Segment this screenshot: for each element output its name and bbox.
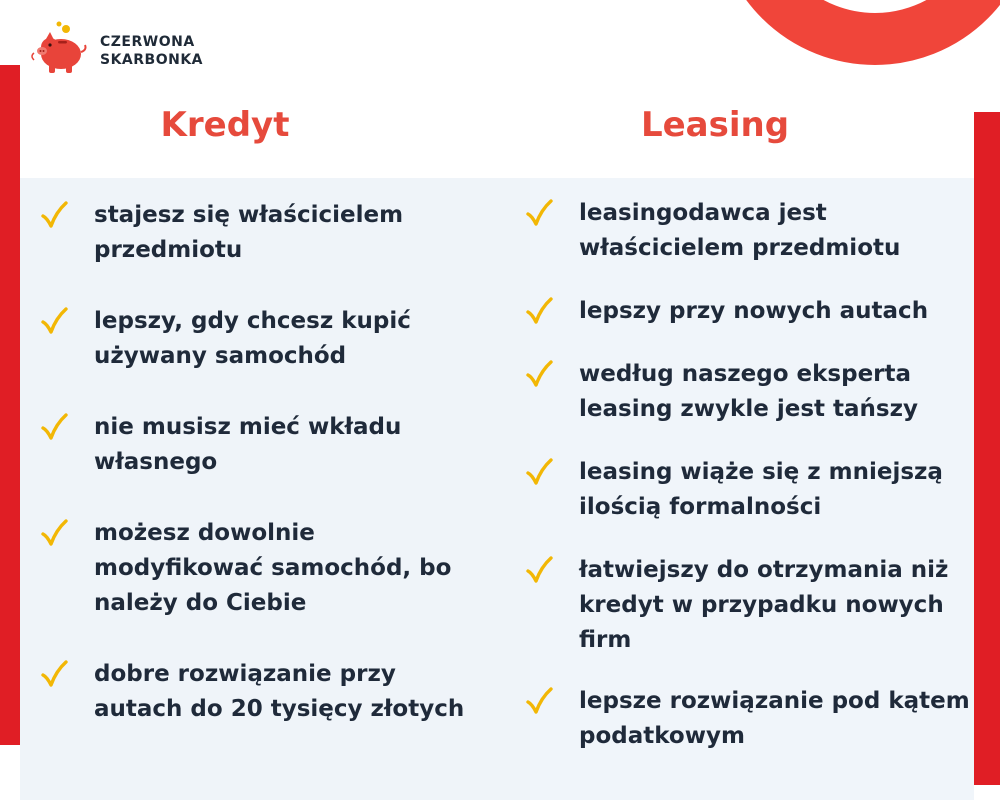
list-item (40, 304, 480, 374)
checkmark-icon (40, 657, 94, 689)
list-item-text: stajesz się właścicielem przedmiotu (94, 202, 404, 263)
checkmark-icon (40, 516, 94, 548)
brand-logo[interactable] (28, 20, 203, 82)
list-item (525, 553, 975, 658)
list-item (525, 196, 975, 266)
list-item-text: lepsze rozwiązanie pod kątem podatkowym (579, 688, 970, 749)
column-title-kredyt: Kredyt (160, 105, 290, 145)
checkmark-icon (525, 684, 579, 716)
list-item-text: lepszy, gdy chcesz kupić używany samochód (94, 308, 411, 369)
logo-line-2: SKARBONKA (100, 52, 204, 68)
list-item (525, 455, 975, 525)
list-item (525, 357, 975, 427)
checkmark-icon (525, 553, 579, 585)
logo-line-1: CZERWONA (100, 34, 195, 50)
list-item-text: lepszy przy nowych autach (579, 298, 929, 324)
checkmark-icon (525, 294, 579, 326)
right-accent-bar (974, 112, 1000, 785)
checkmark-icon (40, 198, 94, 230)
checkmark-icon (525, 357, 579, 389)
column-title-leasing: Leasing (640, 105, 790, 145)
logo-text (100, 33, 203, 69)
list-item-text: nie musisz mieć wkładu własnego (94, 414, 402, 475)
list-item-text: dobre rozwiązanie przy autach do 20 tysięcy złotych (94, 661, 465, 722)
list-item-text: leasingodawca jest właścicielem przedmiotu (579, 200, 901, 261)
list-item (40, 516, 480, 621)
list-item-text: leasing wiąże się z mniejszą ilością formalności (579, 459, 943, 520)
list-item-text: możesz dowolnie modyfikować samochód, bo należy do Ciebie (94, 520, 452, 616)
decorative-ring (715, 0, 1000, 65)
checkmark-icon (40, 304, 94, 336)
list-item (525, 294, 975, 329)
piggy-bank-icon (28, 20, 90, 82)
list-item (40, 410, 480, 480)
list-item (40, 198, 480, 268)
list-item (525, 684, 975, 754)
list-item-text: według naszego eksperta leasing zwykle jest tańszy (579, 361, 918, 422)
kredyt-list (40, 198, 480, 763)
checkmark-icon (40, 410, 94, 442)
left-accent-bar (0, 65, 20, 745)
checkmark-icon (525, 455, 579, 487)
leasing-list (525, 196, 975, 782)
checkmark-icon (525, 196, 579, 228)
list-item-text: łatwiejszy do otrzymania niż kredyt w przypadku nowych firm (579, 557, 949, 653)
list-item (40, 657, 480, 727)
